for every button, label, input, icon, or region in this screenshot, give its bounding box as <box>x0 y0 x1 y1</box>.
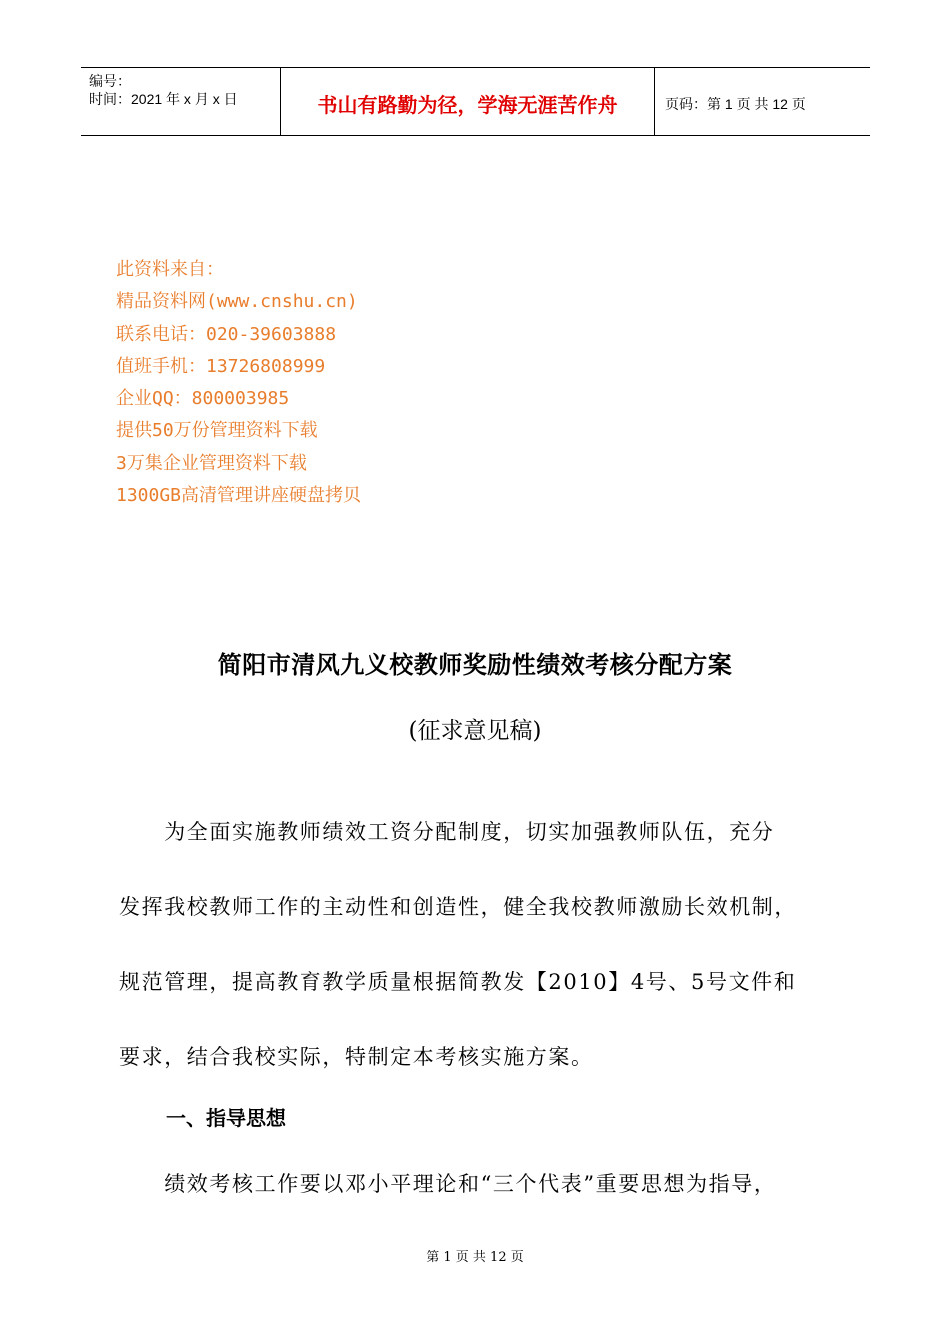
source-line: 3万集企业管理资料下载 <box>116 452 307 474</box>
source-line: 1300GB高清管理讲座硬盘拷贝 <box>116 485 362 507</box>
header-date-label: 时间：2021 年 x 月 x 日 <box>89 91 238 107</box>
source-line: 精品资料网(www.cnshu.cn) <box>116 291 358 313</box>
header-meta-cell <box>81 68 281 135</box>
source-line: 联系电话：020-39603888 <box>116 323 337 345</box>
page-footer: 第 1 页 共 12 页 <box>426 1250 524 1265</box>
document-title: 简阳市清风九义校教师奖励性绩效考核分配方案 <box>217 651 733 679</box>
intro-paragraph-line: 规范管理，提高教育教学质量根据简教发【2010】4号、5号文件和 <box>119 970 797 994</box>
source-info-block <box>116 254 361 512</box>
source-line: 此资料来自： <box>116 259 224 280</box>
source-line: 企业QQ：800003985 <box>116 388 290 410</box>
source-line: 提供50万份管理资料下载 <box>116 420 318 442</box>
intro-paragraph-line: 要求，结合我校实际，特制定本考核实施方案。 <box>119 1045 594 1069</box>
header-number-label: 编号： <box>89 73 131 89</box>
document-subtitle: (征求意见稿) <box>408 718 542 744</box>
intro-paragraph-line: 发挥我校教师工作的主动性和创造性，健全我校教师激励长效机制， <box>119 895 797 919</box>
header-table <box>81 67 870 136</box>
section-paragraph-line: 绩效考核工作要以邓小平理论和“三个代表”重要思想为指导， <box>119 1172 777 1196</box>
section-heading: 一、指导思想 <box>166 1106 286 1130</box>
source-line: 值班手机：13726808999 <box>116 355 326 377</box>
intro-paragraph-line: 为全面实施教师绩效工资分配制度，切实加强教师队伍，充分 <box>119 820 775 844</box>
header-page-info: 页码：第 1 页 共 12 页 <box>665 95 806 112</box>
header-motto: 书山有路勤为径，学海无涯苦作舟 <box>281 68 655 135</box>
